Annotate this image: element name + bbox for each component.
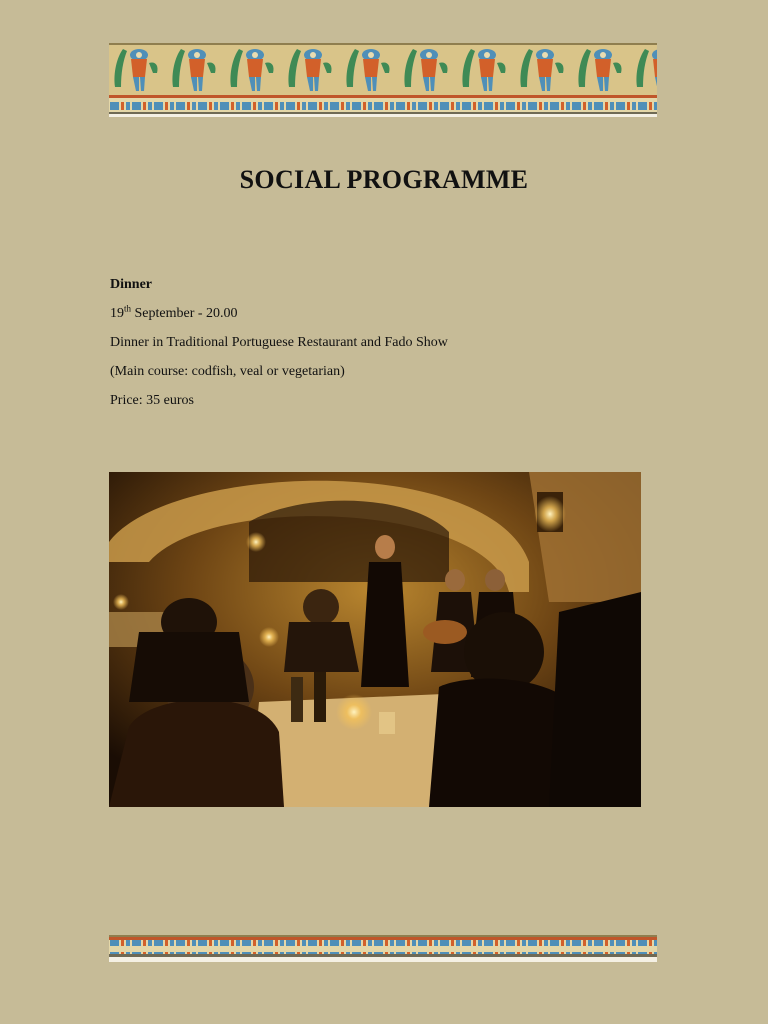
page-title: SOCIAL PROGRAMME [239,165,529,194]
bottom-tile-banner [109,935,657,962]
event-menu: (Main course: codfish, veal or vegetarian) [110,364,345,379]
date-day: 19 [110,306,124,321]
event-details [110,270,670,415]
date-rest: September - 20.00 [131,306,238,321]
event-date [110,299,670,328]
fado-restaurant-photo [109,472,641,807]
event-description: Dinner in Traditional Portuguese Restaurant and Fado Show [110,335,448,350]
event-price: Price: 35 euros [110,393,194,408]
top-tile-banner [109,43,657,117]
date-suffix: th [124,303,132,314]
event-heading: Dinner [110,277,152,292]
